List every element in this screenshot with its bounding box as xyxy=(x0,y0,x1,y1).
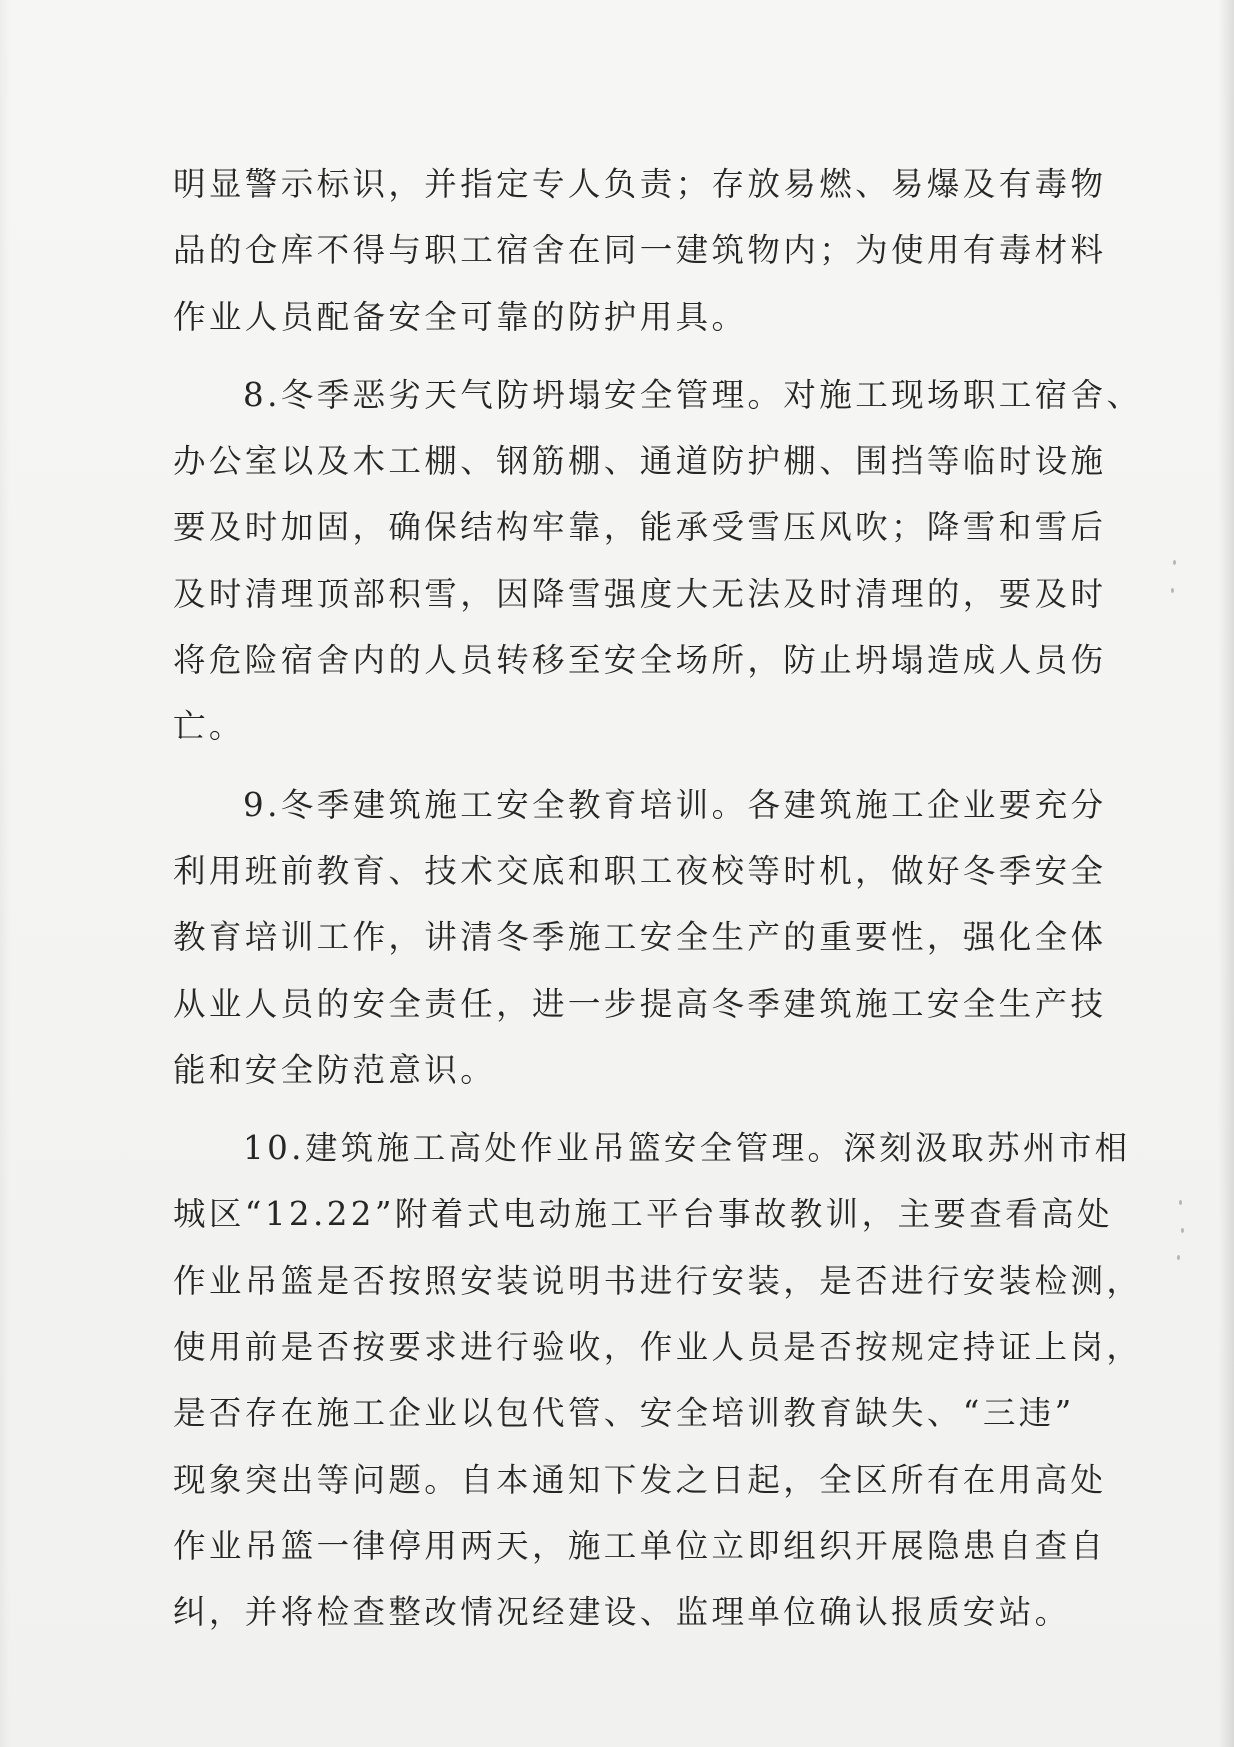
document-body xyxy=(173,151,1143,1646)
text-line: 教育培训工作，讲清冬季施工安全生产的重要性，强化全体 xyxy=(173,918,1107,957)
text-line: 及时清理顶部积雪，因降雪强度大无法及时清理的，要及时 xyxy=(173,574,1107,613)
section-8-heading-line: 8.冬季恶劣天气防坍塌安全管理。对施工现场职工宿舍、 xyxy=(243,375,1143,414)
section-10-heading-line: 10.建筑施工高处作业吊篮安全管理。深刻汲取苏州市相 xyxy=(243,1129,1131,1168)
text-line: 亡。 xyxy=(173,707,245,746)
text-line: 办公室以及木工棚、钢筋棚、通道防护棚、围挡等临时设施 xyxy=(173,442,1107,481)
section-9-heading-line: 9.冬季建筑施工安全教育培训。各建筑施工企业要充分 xyxy=(243,785,1107,824)
scan-speck xyxy=(1171,588,1174,593)
page-edge-shadow-left xyxy=(0,0,10,1747)
text-line: 纠，并将检查整改情况经建设、监理单位确认报质安站。 xyxy=(173,1593,1071,1632)
scan-speck xyxy=(1181,1228,1184,1233)
scan-speck xyxy=(1173,560,1176,565)
text-line: 将危险宿舍内的人员转移至安全场所，防止坍塌造成人员伤 xyxy=(173,641,1107,680)
text-line: 要及时加固，确保结构牢靠，能承受雪压风吹；降雪和雪后 xyxy=(173,508,1107,547)
text-line: 现象突出等问题。自本通知下发之日起，全区所有在用高处 xyxy=(173,1460,1107,1499)
scan-speck xyxy=(1179,1200,1182,1205)
text-line: 城区“12.22”附着式电动施工平台事故教训，主要查看高处 xyxy=(173,1195,1113,1234)
text-line: 作业人员配备安全可靠的防护用具。 xyxy=(173,297,748,336)
text-line: 作业吊篮一律停用两天，施工单位立即组织开展隐患自查自 xyxy=(173,1526,1107,1565)
text-line: 从业人员的安全责任，进一步提高冬季建筑施工安全生产技 xyxy=(173,984,1107,1023)
text-line: 是否存在施工企业以包代管、安全培训教育缺失、“三违” xyxy=(173,1394,1075,1433)
text-line: 使用前是否按要求进行验收，作业人员是否按规定持证上岗， xyxy=(173,1328,1143,1367)
text-line: 能和安全防范意识。 xyxy=(173,1050,497,1089)
text-line: 明显警示标识，并指定专人负责；存放易燃、易爆及有毒物 xyxy=(173,165,1107,203)
scan-speck xyxy=(1177,1255,1180,1260)
page-edge-shadow-right xyxy=(1218,0,1234,1747)
text-line: 作业吊篮是否按照安装说明书进行安装，是否进行安装检测， xyxy=(173,1261,1143,1300)
text-line: 品的仓库不得与职工宿舍在同一建筑物内；为使用有毒材料 xyxy=(173,231,1107,270)
text-line: 利用班前教育、技术交底和职工夜校等时机，做好冬季安全 xyxy=(173,851,1107,890)
